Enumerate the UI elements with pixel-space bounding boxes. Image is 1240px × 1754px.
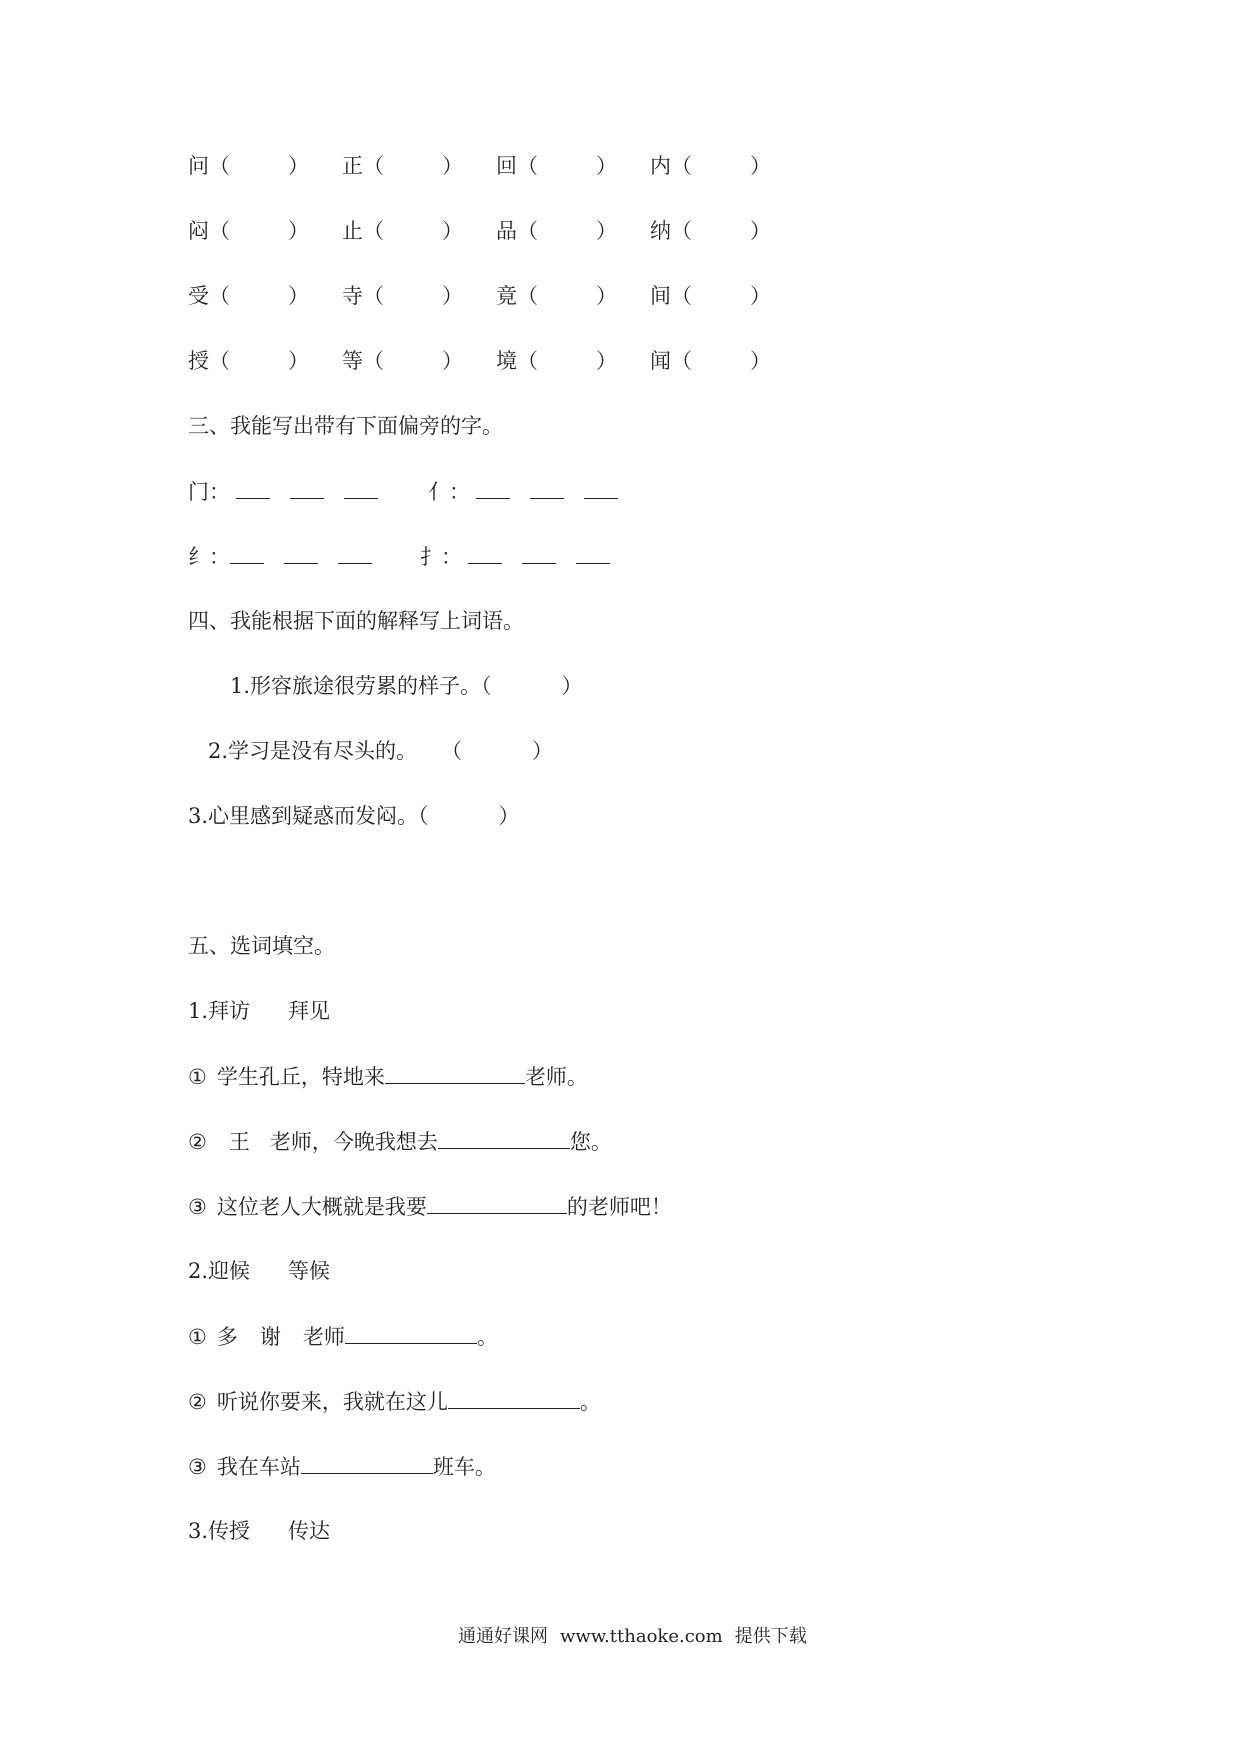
grid-cell: 纳（ ） <box>650 219 771 243</box>
radical-row: 扌： <box>420 541 610 572</box>
answer-blank[interactable] <box>522 541 556 564</box>
answer-blank[interactable] <box>236 476 270 499</box>
radical-row: 门： <box>188 476 378 507</box>
answer-blank[interactable] <box>427 1191 567 1214</box>
footer-suffix: 提供下载 <box>734 1626 807 1647</box>
page-footer <box>458 1624 807 1650</box>
definition-item: 3.心里感到疑惑而发闷。（ ） <box>188 804 520 828</box>
section3-title: 三、我能写出带有下面偏旁的字。 <box>188 414 503 438</box>
answer-blank[interactable] <box>290 476 324 499</box>
answer-blank[interactable] <box>344 476 378 499</box>
answer-blank[interactable] <box>284 541 318 564</box>
answer-blank[interactable] <box>448 1386 580 1409</box>
answer-blank[interactable] <box>576 541 610 564</box>
grid-cell: 授（ ） <box>188 349 309 373</box>
answer-blank[interactable] <box>385 1061 525 1084</box>
word-choice-row: 2.迎候 等候 <box>188 1259 331 1283</box>
word-choice-row: 3.传授 传达 <box>188 1519 331 1543</box>
grid-cell: 问（ ） <box>188 154 309 178</box>
answer-blank[interactable] <box>438 1126 570 1149</box>
grid-cell: 回（ ） <box>496 154 617 178</box>
grid-cell: 品（ ） <box>496 219 617 243</box>
fill-sentence: ① 多 谢 老师 。 <box>188 1321 498 1352</box>
answer-blank[interactable] <box>338 541 372 564</box>
section5-title: 五、选词填空。 <box>188 934 335 958</box>
fill-sentence: ① 学生孔丘，特地来 老师。 <box>188 1061 588 1092</box>
answer-blank[interactable] <box>301 1451 433 1474</box>
definition-item: 1.形容旅途很劳累的样子。（ ） <box>230 674 583 698</box>
radical-row: 亻： <box>428 476 618 507</box>
grid-cell: 内（ ） <box>650 154 771 178</box>
word-choice-row: 1.拜访 拜见 <box>188 999 331 1023</box>
fill-sentence: ③ 这位老人大概就是我要 的老师吧！ <box>188 1191 672 1222</box>
answer-blank[interactable] <box>584 476 618 499</box>
grid-cell: 闻（ ） <box>650 349 771 373</box>
fill-sentence: ③ 我在车站 班车。 <box>188 1451 496 1482</box>
grid-cell: 境（ ） <box>496 349 617 373</box>
radical-row: 纟： <box>188 541 372 572</box>
grid-cell: 正（ ） <box>342 154 463 178</box>
answer-blank[interactable] <box>230 541 264 564</box>
fill-sentence: ② 王 老师，今晚我想去 您。 <box>188 1126 612 1157</box>
section4-title: 四、我能根据下面的解释写上词语。 <box>188 609 524 633</box>
grid-cell: 寺（ ） <box>342 284 463 308</box>
fill-sentence: ② 听说你要来，我就在这儿 。 <box>188 1386 601 1417</box>
answer-blank[interactable] <box>345 1321 477 1344</box>
grid-cell: 间（ ） <box>650 284 771 308</box>
grid-cell: 等（ ） <box>342 349 463 373</box>
grid-cell: 闷（ ） <box>188 219 309 243</box>
grid-cell: 受（ ） <box>188 284 309 308</box>
answer-blank[interactable] <box>468 541 502 564</box>
definition-item: 2.学习是没有尽头的。 （ ） <box>208 739 554 763</box>
footer-site-name: 通通好课网 <box>458 1626 548 1647</box>
footer-url[interactable]: www.tthaoke.com <box>560 1626 723 1647</box>
answer-blank[interactable] <box>476 476 510 499</box>
answer-blank[interactable] <box>530 476 564 499</box>
grid-cell: 竟（ ） <box>496 284 617 308</box>
grid-cell: 止（ ） <box>342 219 463 243</box>
